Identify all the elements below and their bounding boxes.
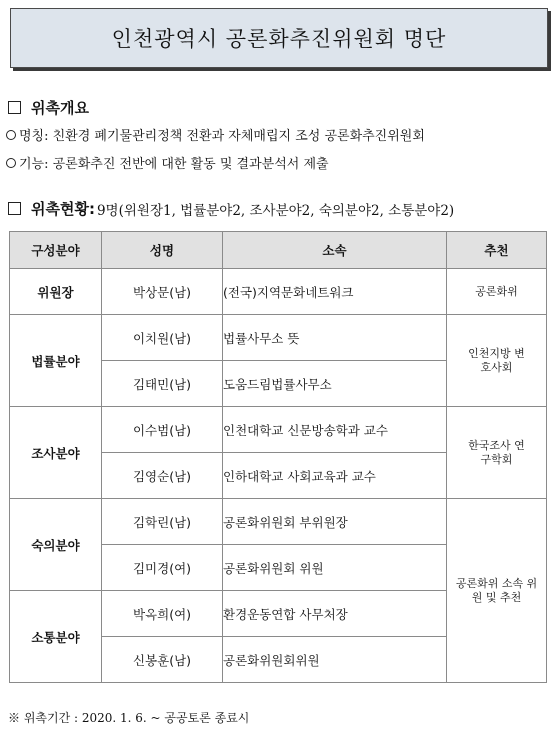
- page-title: 인천광역시 공론화추진위원회 명단: [111, 27, 447, 51]
- header-affiliation: 소속: [223, 232, 447, 269]
- status-detail: 9명(위원장1, 법률분야2, 조사분야2, 숙의분야2, 소통분야2): [96, 202, 455, 219]
- status-heading: [8, 198, 454, 219]
- name-cell: 김태민(남): [102, 361, 223, 407]
- recommender-cell: 인천지방 변호사회: [447, 315, 547, 407]
- affiliation-cell: 공론화위원회위원: [223, 637, 447, 683]
- name-cell: 김미경(여): [102, 545, 223, 591]
- affiliation-cell: 공론화위원회 위원: [223, 545, 447, 591]
- overview-item-name: [6, 125, 425, 144]
- status-heading-label: 위촉현황:: [31, 200, 95, 218]
- table-row: [10, 407, 547, 453]
- recommender-cell: 한국조사 연구학회: [447, 407, 547, 499]
- circle-bullet-icon: [6, 158, 16, 168]
- name-cell: 박옥희(여): [102, 591, 223, 637]
- name-cell: 신봉훈(남): [102, 637, 223, 683]
- member-table: [9, 231, 547, 683]
- overview-item-text: 명칭: 친환경 폐기물관리정책 전환과 자체매립지 조성 공론화추진위원회: [19, 129, 425, 144]
- recommender-cell: 공론화위: [447, 269, 547, 315]
- overview-heading-label: 위촉개요: [31, 99, 89, 117]
- footnote-period: ※ 위촉기간 : 2020. 1. 6. ~ 공공토론 종료시: [8, 711, 250, 725]
- affiliation-cell: 환경운동연합 사무처장: [223, 591, 447, 637]
- header-recommender: 추천: [447, 232, 547, 269]
- header-category: 구성분야: [10, 232, 102, 269]
- name-cell: 김영순(남): [102, 453, 223, 499]
- overview-item-text: 기능: 공론화추진 전반에 대한 활동 및 결과분석서 제출: [19, 157, 329, 172]
- circle-bullet-icon: [6, 130, 16, 140]
- affiliation-cell: 인하대학교 사회교육과 교수: [223, 453, 447, 499]
- table-header-row: [10, 232, 547, 269]
- square-bullet-icon: [8, 101, 21, 114]
- name-cell: 김학린(남): [102, 499, 223, 545]
- table-row: [10, 269, 547, 315]
- affiliation-cell: 도움드림법률사무소: [223, 361, 447, 407]
- overview-heading: [8, 97, 89, 118]
- name-cell: 이수범(남): [102, 407, 223, 453]
- square-bullet-icon: [8, 202, 21, 215]
- name-cell: 박상문(남): [102, 269, 223, 315]
- affiliation-cell: (전국)지역문화네트워크: [223, 269, 447, 315]
- title-box: [10, 8, 548, 68]
- affiliation-cell: 법률사무소 뜻: [223, 315, 447, 361]
- header-name: 성명: [102, 232, 223, 269]
- category-cell: 소통분야: [10, 591, 102, 683]
- overview-item-function: [6, 153, 329, 172]
- recommender-cell: 공론화위 소속 위원 및 추천: [447, 499, 547, 683]
- table-row: [10, 499, 547, 545]
- category-cell: 법률분야: [10, 315, 102, 407]
- name-cell: 이치원(남): [102, 315, 223, 361]
- table-row: [10, 315, 547, 361]
- category-cell: 숙의분야: [10, 499, 102, 591]
- category-cell: 위원장: [10, 269, 102, 315]
- affiliation-cell: 공론화위원회 부위원장: [223, 499, 447, 545]
- category-cell: 조사분야: [10, 407, 102, 499]
- affiliation-cell: 인천대학교 신문방송학과 교수: [223, 407, 447, 453]
